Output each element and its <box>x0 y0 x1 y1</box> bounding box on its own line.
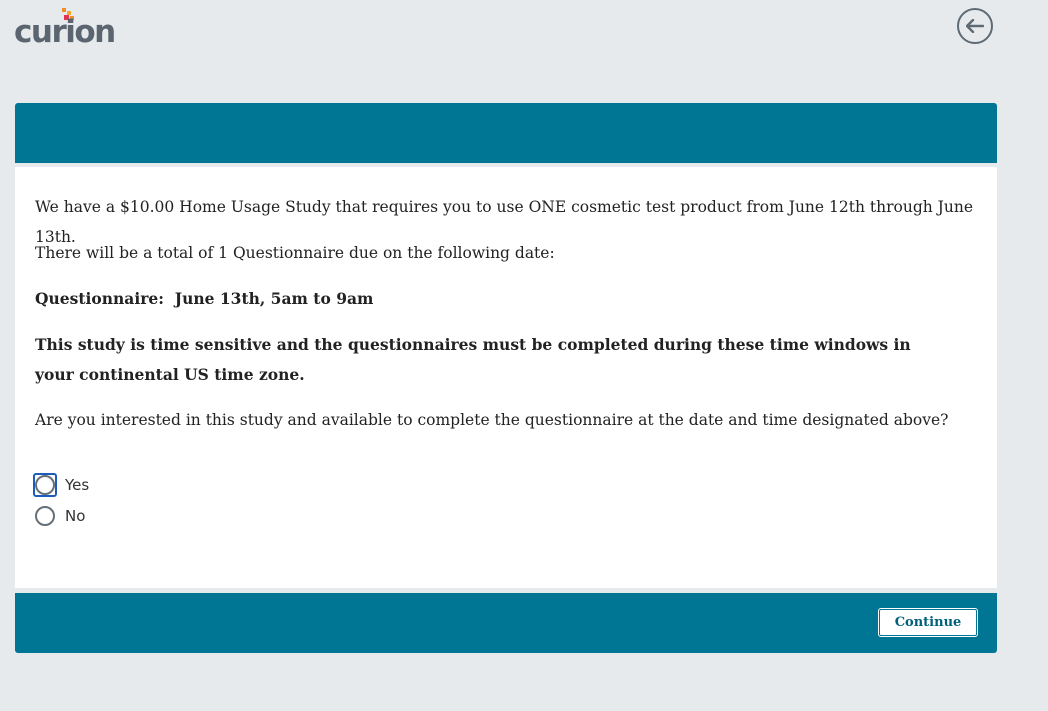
option-yes[interactable] <box>33 473 89 497</box>
logo-text: curion <box>14 14 115 50</box>
card-footer <box>15 593 997 653</box>
questionnaire-total: There will be a total of 1 Questionnaire due on the following date: <box>35 244 555 262</box>
study-intro: We have a $10.00 Home Usage Study that requires you to use ONE cosmetic test product from June 12th through June 13th. <box>35 198 973 246</box>
radio-focus-ring <box>33 473 57 497</box>
question-card <box>15 163 997 588</box>
radio-wrapper <box>33 504 57 528</box>
option-no[interactable] <box>33 504 85 528</box>
radio-no[interactable] <box>35 506 55 526</box>
questionnaire-schedule: Questionnaire: June 13th, 5am to 9am <box>35 289 374 308</box>
back-button[interactable] <box>957 8 993 44</box>
card-header <box>15 103 997 163</box>
arrow-left-icon <box>966 19 984 33</box>
option-yes-label[interactable]: Yes <box>65 476 90 494</box>
question-text: Are you interested in this study and available to complete the questionnaire at the date and time designated above? <box>35 411 949 429</box>
option-no-label[interactable]: No <box>65 507 86 525</box>
curion-logo <box>14 8 126 50</box>
continue-button[interactable]: Continue <box>879 609 977 636</box>
radio-yes[interactable] <box>35 475 55 495</box>
time-sensitive-notice: This study is time sensitive and the questionnaires must be completed during these time windows in your continental US time zone. <box>35 335 911 384</box>
